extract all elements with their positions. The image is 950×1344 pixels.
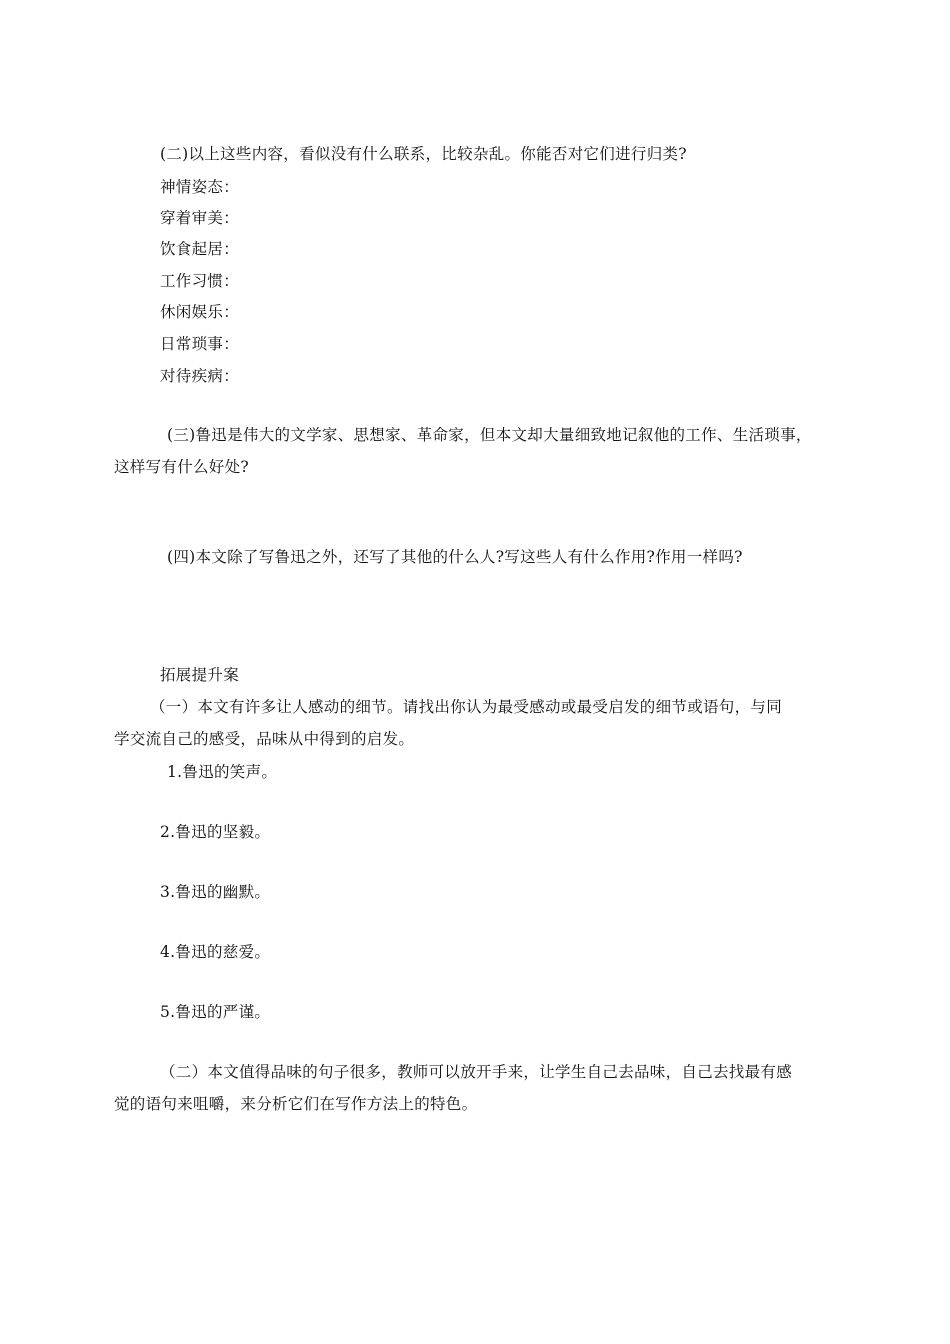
category-label: 休闲娱乐： xyxy=(160,303,240,321)
list-item: 1.鲁迅的笑声。 xyxy=(167,763,278,781)
question-3-line-2: 这样写有什么好处? xyxy=(114,458,250,476)
question-3-line-1: (三)鲁迅是伟大的文学家、思想家、革命家，但本文却大量细致地记叙他的工作、生活琐事， xyxy=(167,426,812,444)
list-item: 4.鲁迅的慈爱。 xyxy=(160,943,271,961)
category-label: 神情姿态： xyxy=(160,178,240,196)
extension-question-1-line-1: （一）本文有许多让人感动的细节。请找出你认为最受感动或最受启发的细节或语句，与同 xyxy=(150,698,783,716)
question-4: (四)本文除了写鲁迅之外，还写了其他的什么人?写这些人有什么作用?作用一样吗? xyxy=(167,548,743,566)
category-label: 饮食起居： xyxy=(160,240,240,258)
category-label: 穿着审美： xyxy=(160,209,240,227)
list-item: 5.鲁迅的严谨。 xyxy=(160,1003,271,1021)
extension-question-2-line-2: 觉的语句来咀嚼，来分析它们在写作方法上的特色。 xyxy=(114,1095,478,1113)
extension-question-1-line-2: 学交流自己的感受，品味从中得到的启发。 xyxy=(114,730,415,748)
extension-question-2-line-1: （二）本文值得品味的句子很多，教师可以放开手来，让学生自己去品味，自己去找最有感 xyxy=(160,1063,793,1081)
list-item: 2.鲁迅的坚毅。 xyxy=(160,823,271,841)
category-label: 对待疾病： xyxy=(160,367,240,385)
category-label: 日常琐事： xyxy=(160,335,240,353)
extension-heading: 拓展提升案 xyxy=(160,666,240,684)
question-2: (二)以上这些内容，看似没有什么联系，比较杂乱。你能否对它们进行归类? xyxy=(160,145,687,163)
list-item: 3.鲁迅的幽默。 xyxy=(160,883,271,901)
category-label: 工作习惯： xyxy=(160,272,240,290)
